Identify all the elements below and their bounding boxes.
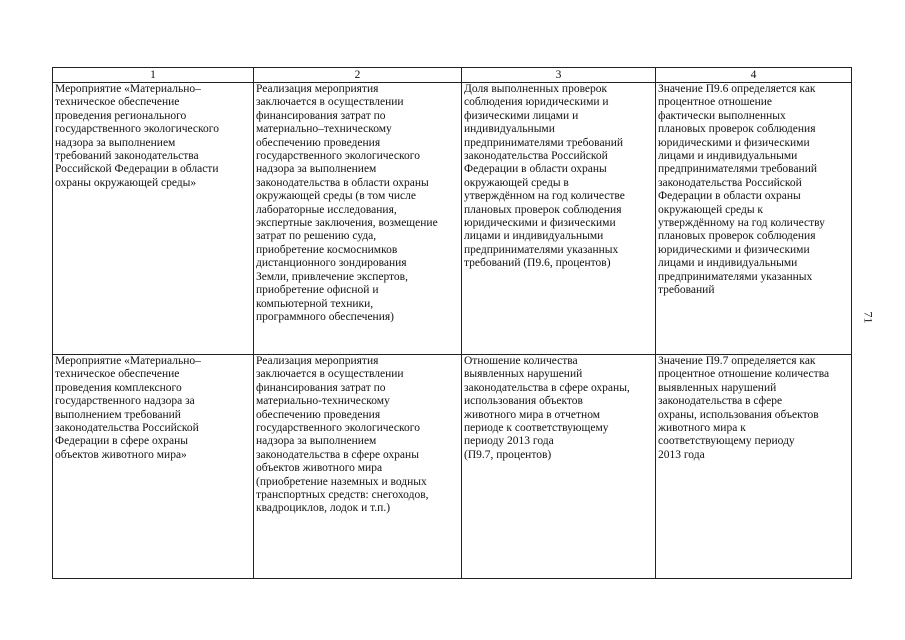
measure-name-cell [53, 355, 254, 579]
cell-text: Значение П9.7 определяется как процентное отношение количества выявленных нарушений законодательства в сфере охраны, использования объектов животного мира к соответствующему периоду 2013 года [658, 355, 830, 461]
cell-text: Мероприятие «Материально– техническое обеспечение проведения комплексного государственного надзора за выполнением требований законодательства Российской Федерации в сфере охраны объектов животного мира» [55, 355, 201, 461]
cell-text: Реализация мероприятия заключается в осуществлении финансирования затрат по материально-техническому обеспечению проведения государственного экологического надзора за выполнением законодательства в сфере охраны объектов животного мира (приобретение наземных и водных транспортных средств: снегоходов, квадроциклов, лодок и т.п.) [256, 355, 429, 515]
indicator-cell [462, 83, 656, 355]
calculation-cell [656, 83, 852, 355]
header-row [53, 68, 852, 83]
measure-description-cell [254, 355, 462, 579]
table-row [53, 83, 852, 355]
table-row [53, 355, 852, 579]
header-col-3: 3 [462, 68, 656, 83]
measure-description-cell [254, 83, 462, 355]
calculation-cell [656, 355, 852, 579]
cell-text: Реализация мероприятия заключается в осуществлении финансирования затрат по материально–техническому обеспечению проведения государственного экологического надзора за выполнением законодательства в области охраны окружающей среды (в том числе лабораторные исследования, экспертные заключения, возмещение затрат по решению суда, приобретение космоснимков дистанционного зондирования Земли, привлечение экспертов, приобретение офисной и компьютерной техники, программного обеспечения) [256, 83, 438, 323]
cell-text: Значение П9.6 определяется как процентное отношение фактически выполненных плановых проверок соблюдения юридическими и физическими лицами и индивидуальными предпринимателями требований законодательства Российской Федерации в области охраны окружающей среды к утверждённому на год количеству плановых проверок соблюдения юридическими и физическими лицами и индивидуальными предпринимателями указанных требований [658, 83, 825, 297]
header-col-1: 1 [53, 68, 254, 83]
header-col-2: 2 [254, 68, 462, 83]
page-number: 71 [861, 311, 876, 324]
cell-text: Мероприятие «Материально– техническое обеспечение проведения регионального государственного экологического надзора за выполнением требований законодательства Российской Федерации в области охраны окружающей среды» [55, 83, 219, 189]
header-col-4: 4 [656, 68, 852, 83]
indicator-cell [462, 355, 656, 579]
measure-name-cell [53, 83, 254, 355]
measures-table [52, 67, 852, 579]
cell-text: Отношение количества выявленных нарушений законодательства в сфере охраны, использования объектов животного мира в отчетном периоде к соответствующему периоду 2013 года (П9.7, процентов) [464, 355, 630, 461]
cell-text: Доля выполненных проверок соблюдения юридическими и физическими лицами и индивидуальными предпринимателями требований законодательства Российской Федерации в области охраны окружающей среды в утверждённом на год количестве плановых проверок соблюдения юридическими и физическими лицами и индивидуальными предпринимателями указанных требований (П9.6, процентов) [464, 83, 625, 270]
